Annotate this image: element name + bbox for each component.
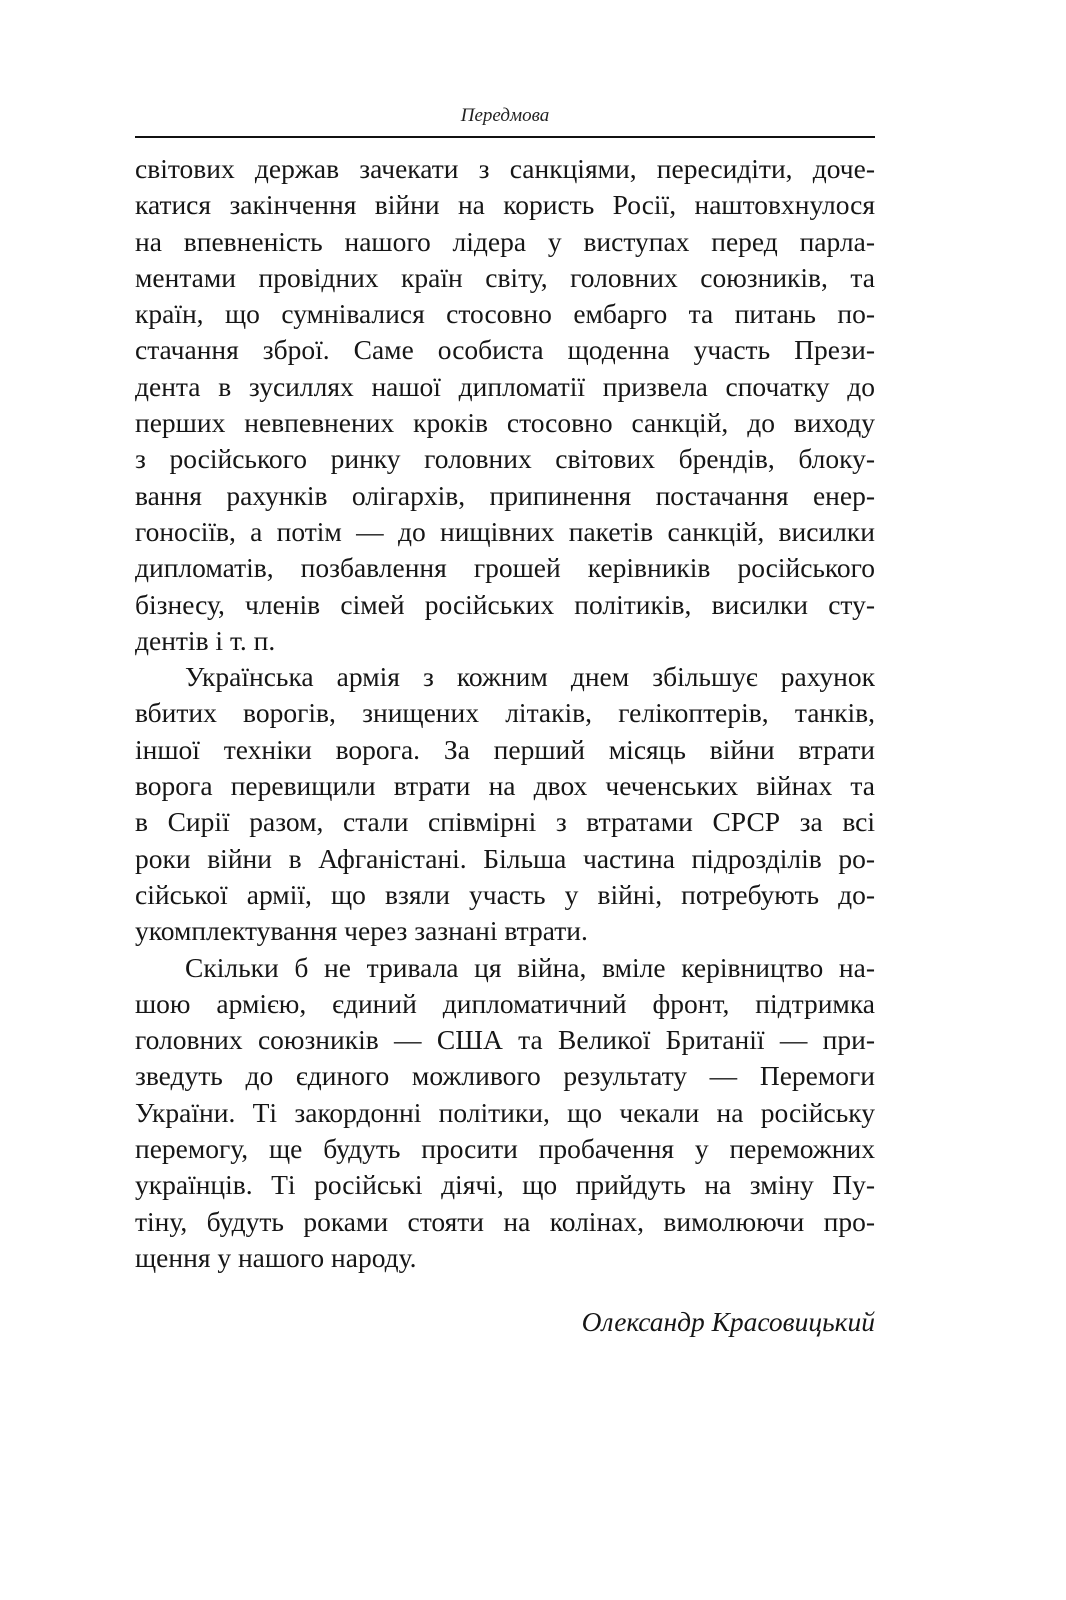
text-line: з російського ринку головних світових брендів, блоку-: [135, 443, 875, 475]
text-line: гоносіїв, а потім — до нищівних пакетів санкцій, висилки: [135, 515, 875, 547]
text-line: Українська армія з кожним днем збільшує рахунок: [185, 661, 875, 693]
paragraph: [135, 659, 875, 949]
text-line: катися закінчення війни на користь Росії, наштовхнулося: [135, 189, 875, 221]
text-line: дента в зусиллях нашої дипломатії призвела спочатку до: [135, 370, 875, 402]
text-line: перших невпевнених кроків стосовно санкцій, до виходу: [135, 407, 875, 439]
text-line: тіну, будуть роками стояти на колінах, вимолюючи про-: [135, 1205, 875, 1237]
text-line: бізнесу, членів сімей російських політиків, висилки сту-: [135, 588, 875, 620]
text-line: на впевненість нашого лідера у виступах перед парла-: [135, 225, 875, 257]
text-line: вання рахунків олігархів, припинення постачання енер-: [135, 479, 875, 511]
text-line: українців. Ті російські діячі, що прийдуть на зміну Пу-: [135, 1169, 875, 1201]
text-line: зведуть до єдиного можливого результату — Перемоги: [135, 1060, 875, 1092]
text-line: країн, що сумнівалися стосовно ембарго та питань по-: [135, 298, 875, 330]
text-line: ворога перевищили втрати на двох чеченських війнах та: [135, 770, 875, 802]
text-line: іншої техніки ворога. За перший місяць війни втрати: [135, 733, 875, 765]
running-header-title: Передмова: [460, 105, 550, 126]
paragraph: [135, 950, 875, 1277]
text-line: ментами провідних країн світу, головних союзників, та: [135, 261, 875, 293]
text-line: сійської армії, що взяли участь у війні, потребують до-: [135, 878, 875, 910]
header-divider: [135, 136, 875, 138]
text-line: в Сирії разом, стали співмірні з втратами СРСР за всі: [135, 806, 875, 838]
text-line: вбитих ворогів, знищених літаків, гелікоптерів, танків,: [135, 697, 875, 729]
text-line: стачання зброї. Саме особиста щоденна участь Прези-: [135, 334, 875, 366]
author-signature: Олександр Красовицький: [581, 1306, 875, 1337]
text-line: світових держав зачекати з санкціями, пересидіти, доче-: [135, 153, 875, 184]
text-line: України. Ті закордонні політики, що чекали на російську: [135, 1096, 875, 1128]
body-text: [135, 151, 875, 1276]
text-line: дипломатів, позбавлення грошей керівників російського: [135, 552, 875, 584]
text-line: роки війни в Афганістані. Більша частина підрозділів ро-: [135, 842, 875, 874]
text-line: щення у нашого народу.: [135, 1241, 417, 1273]
text-line: головних союзників — США та Великої Британії — при-: [135, 1024, 875, 1056]
text-line: дентів і т. п.: [135, 624, 276, 656]
text-line: перемогу, ще будуть просити пробачення у переможних: [135, 1133, 875, 1165]
text-line: укомплектування через зазнані втрати.: [135, 915, 588, 947]
text-line: Скільки б не тривала ця війна, вміле керівництво на-: [185, 951, 875, 983]
paragraph: [135, 151, 875, 659]
text-line: шою армією, єдиний дипломатичний фронт, підтримка: [135, 987, 875, 1019]
